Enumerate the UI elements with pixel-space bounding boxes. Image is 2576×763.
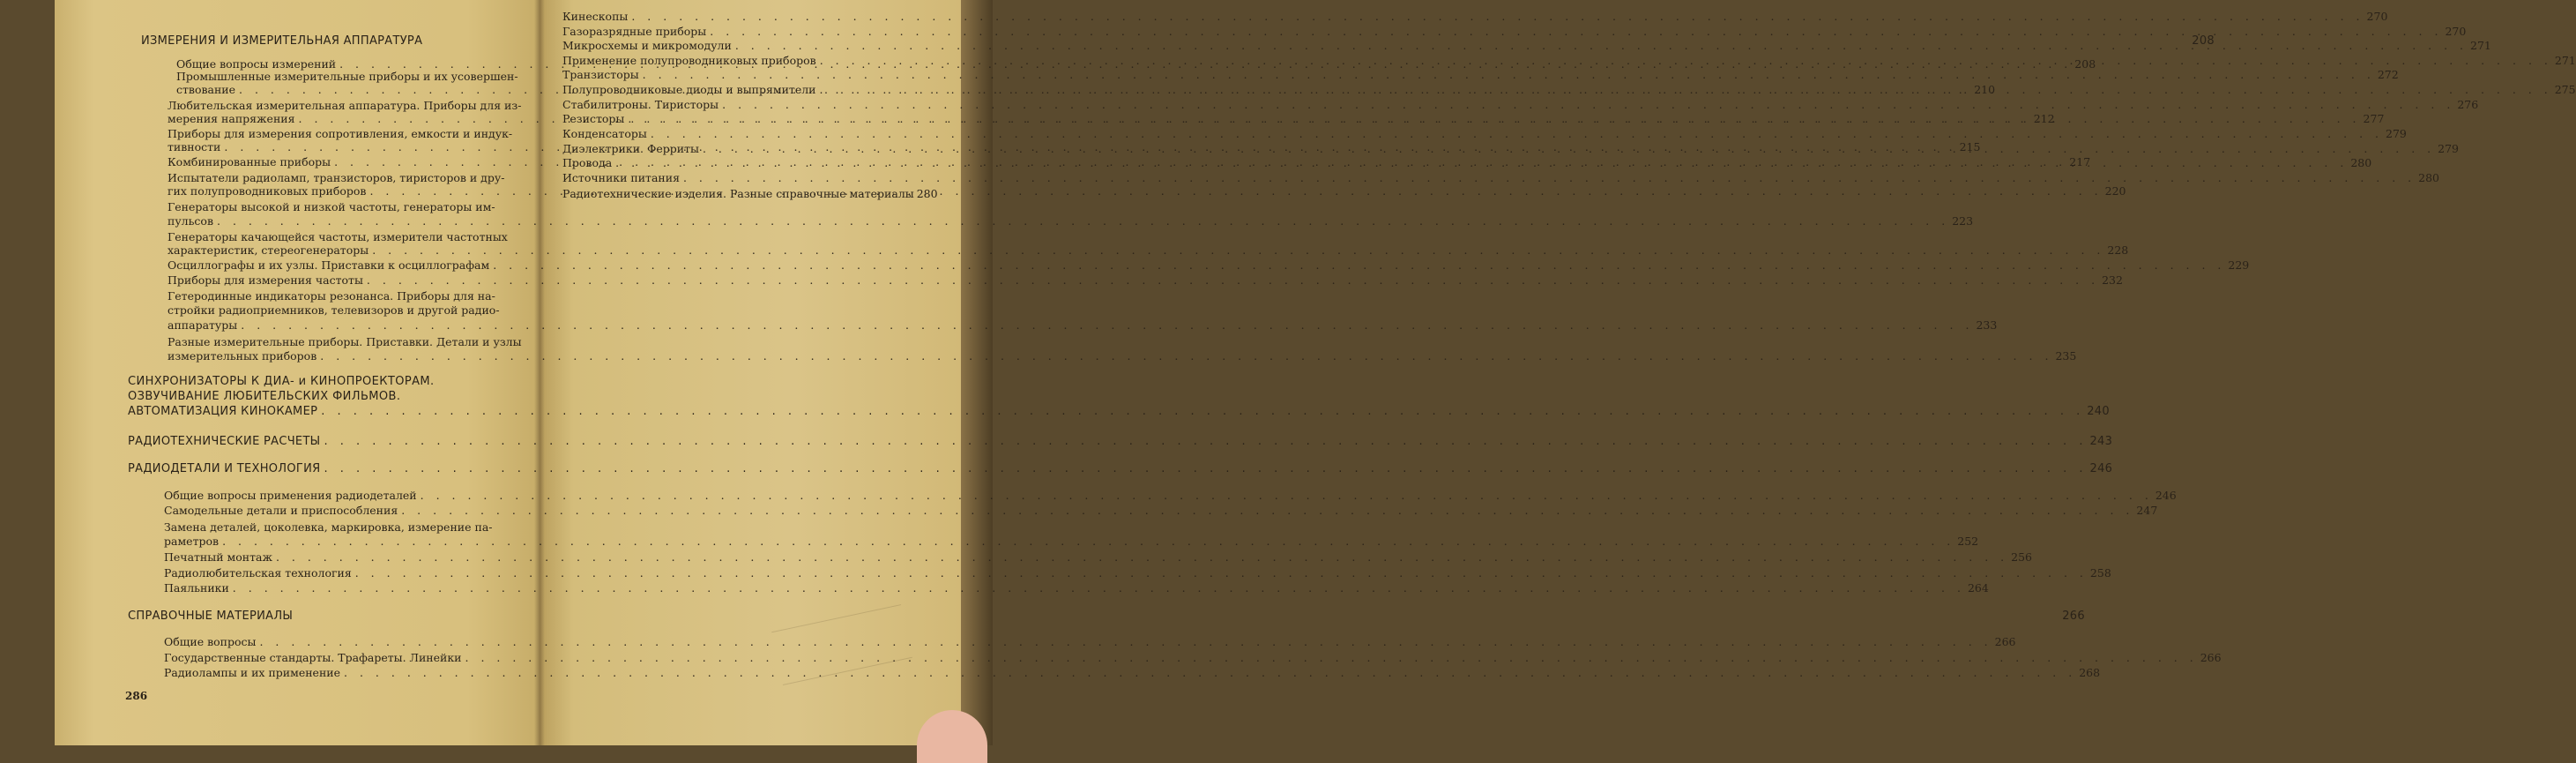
page-ref: 275 xyxy=(2554,83,2576,96)
toc-section-title-line: СИНХРОНИЗАТОРЫ К ДИА- и КИНОПРОЕКТОРАМ. xyxy=(128,375,435,388)
toc-item[interactable] xyxy=(562,98,2479,111)
page-ref: 280 xyxy=(2350,156,2372,169)
toc-item-label: раметров xyxy=(164,535,220,548)
page-ref: 217 xyxy=(2069,155,2091,168)
toc-item-line: Замена деталей, цоколевка, маркировка, измерение па- xyxy=(164,520,493,534)
page-ref: 256 xyxy=(2011,550,2033,564)
page-ref: 270 xyxy=(2445,25,2467,38)
leader-dots xyxy=(321,404,2084,419)
section-title: СПРАВОЧНЫЕ МАТЕРИАЛЫ xyxy=(128,610,294,623)
toc-item-line: Любительская измерительная аппаратура. Приборы для из- xyxy=(168,99,522,112)
leader-dots xyxy=(241,319,1973,332)
toc-item-line: Генераторы качающейся частоты, измерители частотных xyxy=(168,230,508,243)
toc-item-label: тивности xyxy=(168,140,221,153)
toc-item-line: Испытатели радиоламп, транзисторов, тиристоров и дру- xyxy=(168,171,505,184)
leader-dots xyxy=(493,259,2225,272)
page-ref: 277 xyxy=(2363,112,2385,125)
page-ref: 264 xyxy=(1967,581,1989,595)
leader-dots xyxy=(372,244,2104,257)
toc-item-label: Общие вопросы применения радиодеталей xyxy=(164,489,417,502)
page-ref: 252 xyxy=(1957,535,1979,548)
toc-item-label: Радиолампы и их применение xyxy=(164,666,341,679)
toc-item[interactable] xyxy=(164,566,2111,580)
toc-item-label: Источники питания xyxy=(562,171,680,184)
page-ref: 208 xyxy=(2192,34,2215,48)
section-title: ИЗМЕРЕНИЯ И ИЗМЕРИТЕЛЬНАЯ АППАРАТУРА xyxy=(141,34,423,48)
page-ref: 266 xyxy=(2062,610,2085,623)
toc-item-label: Приборы для измерения частоты xyxy=(168,273,363,287)
page-number: 286 xyxy=(125,690,148,702)
leader-dots xyxy=(820,55,2552,67)
page-ref: 228 xyxy=(2107,243,2129,257)
page-ref: 247 xyxy=(2136,504,2158,517)
section-title: РАДИОДЕТАЛИ И ТЕХНОЛОГИЯ xyxy=(128,462,321,475)
toc-item-label: Газоразрядные приборы xyxy=(562,25,707,38)
toc-item[interactable] xyxy=(164,535,1979,548)
toc-section-radioparts[interactable] xyxy=(128,462,2113,475)
toc-item-label: Микросхемы и микромодули xyxy=(562,39,732,52)
toc-item[interactable] xyxy=(168,214,1974,228)
toc-item[interactable] xyxy=(562,187,938,200)
toc-item[interactable] xyxy=(168,258,2250,272)
toc-item-label: Паяльники xyxy=(164,581,229,595)
toc-item[interactable] xyxy=(164,550,2033,564)
section-title: АВТОМАТИЗАЦИЯ КИНОКАМЕР xyxy=(128,405,318,418)
leader-dots xyxy=(217,215,1949,228)
toc-item-line: Разные измерительные приборы. Приставки. Детали и узлы xyxy=(168,335,522,348)
toc-item[interactable] xyxy=(168,243,2129,257)
toc-item-label: измерительных приборов xyxy=(168,349,317,363)
toc-item-label: Транзисторы xyxy=(562,68,639,81)
toc-section-calculations[interactable] xyxy=(128,435,2113,448)
toc-item-label: Общие вопросы xyxy=(164,635,257,648)
toc-item-label: аппаратуры xyxy=(168,318,238,332)
page-ref: 229 xyxy=(2228,258,2250,272)
toc-item-label: Кинескопы xyxy=(562,10,629,23)
toc-item-label: Радиотехнические изделия. Разные справочные материалы xyxy=(562,187,914,200)
toc-item-label: Диэлектрики. Ферриты xyxy=(562,142,699,155)
toc-item-line: Гетеродинные индикаторы резонанса. Приборы для на- xyxy=(168,289,495,303)
leader-dots xyxy=(703,140,2435,155)
toc-item[interactable] xyxy=(168,273,2123,287)
toc-item-label: мерения напряжения xyxy=(168,112,295,125)
leader-dots xyxy=(259,636,1992,648)
leader-dots xyxy=(222,535,1954,548)
page-ref: 279 xyxy=(2438,142,2460,155)
toc-item[interactable] xyxy=(164,504,2158,517)
page-ref: 243 xyxy=(2089,435,2113,448)
page-ref: 279 xyxy=(2386,127,2407,140)
toc-item[interactable] xyxy=(168,318,1998,332)
page-ref: 210 xyxy=(1974,83,1996,96)
page-ref: 240 xyxy=(2087,405,2110,418)
page-ref: 258 xyxy=(2089,566,2111,580)
page-ref: 208 xyxy=(2074,57,2096,71)
page-ref: 276 xyxy=(2457,98,2479,111)
page-ref: 235 xyxy=(2055,349,2077,363)
leader-dots xyxy=(465,652,2198,664)
toc-item-line: Промышленные измерительные приборы и их усовершен- xyxy=(176,70,518,83)
leader-dots xyxy=(355,567,2088,580)
leader-dots xyxy=(722,99,2454,111)
toc-item-label: Общие вопросы измерений xyxy=(176,57,337,71)
toc-item[interactable] xyxy=(562,171,2440,184)
page-ref: 266 xyxy=(2200,651,2222,664)
toc-item[interactable] xyxy=(164,666,2101,679)
section-title: РАДИОТЕХНИЧЕСКИЕ РАСЧЕТЫ xyxy=(128,435,321,448)
leader-dots xyxy=(651,128,2383,140)
toc-item[interactable] xyxy=(168,349,2077,363)
page-ref: 223 xyxy=(1952,214,1974,228)
toc-item-label: Конденсаторы xyxy=(562,127,647,140)
leader-dots xyxy=(643,69,2375,81)
toc-item[interactable] xyxy=(164,581,1989,595)
toc-item-label: характеристик, стереогенераторы xyxy=(168,243,369,257)
leader-dots xyxy=(344,667,2076,679)
toc-item-label: Полупроводниковые диоды и выпрямители xyxy=(562,83,816,96)
leader-dots xyxy=(820,84,2552,96)
toc-item-label: Применение полупроводниковых приборов xyxy=(562,54,816,67)
leader-dots xyxy=(683,172,2416,184)
toc-item-label: Радиолюбительская технология xyxy=(164,566,352,580)
toc-item[interactable] xyxy=(164,635,2016,648)
page-ref: 212 xyxy=(2033,112,2055,125)
toc-item-line: стройки радиоприемников, телевизоров и другой радио- xyxy=(168,303,500,317)
toc-item-label: Самодельные детали и приспособления xyxy=(164,504,398,517)
toc-item-label: Печатный монтаж xyxy=(164,550,272,564)
leader-dots xyxy=(710,26,2442,38)
leader-dots xyxy=(615,157,2348,169)
leader-dots xyxy=(320,350,2052,363)
toc-item-label: Резисторы xyxy=(562,112,625,125)
toc-section-reference[interactable] xyxy=(128,610,2085,623)
toc-item[interactable] xyxy=(164,651,2222,664)
leader-dots xyxy=(324,436,2087,448)
toc-item-label: пульсов xyxy=(168,214,213,228)
toc-section-sync[interactable] xyxy=(128,404,2110,419)
page-ref: 220 xyxy=(2104,184,2126,198)
toc-item[interactable] xyxy=(562,25,2467,38)
leader-dots xyxy=(276,551,2008,564)
toc-item-label: Осциллографы и их узлы. Приставки к осциллографам xyxy=(168,258,490,272)
toc-item[interactable] xyxy=(562,68,2399,81)
toc-item-line: Генераторы высокой и низкой частоты, генераторы им- xyxy=(168,200,495,213)
toc-item-line: Приборы для измерения сопротивления, емкости и индук- xyxy=(168,127,513,140)
page-ref: 268 xyxy=(2079,666,2101,679)
toc-item-label: Государственные стандарты. Трафареты. Линейки xyxy=(164,651,462,664)
page-ref: 271 xyxy=(2470,39,2491,52)
page-ref: 280 xyxy=(916,187,938,200)
page-ref: 280 xyxy=(2418,171,2440,184)
toc-item[interactable] xyxy=(562,10,2388,23)
toc-item-label: ствование xyxy=(176,83,236,96)
leader-dots xyxy=(401,505,2133,517)
toc-item-label: гих полупроводниковых приборов xyxy=(168,184,367,198)
leader-dots xyxy=(324,463,2088,475)
page-ref: 271 xyxy=(2554,54,2576,67)
page-ref: 233 xyxy=(1976,318,1998,332)
leader-dots xyxy=(735,40,2468,52)
page-ref: 270 xyxy=(2366,10,2388,23)
leader-dots xyxy=(421,490,2153,502)
toc-item-label: Провода xyxy=(562,156,613,169)
leader-dots xyxy=(628,113,2360,125)
leader-dots xyxy=(233,582,1965,595)
page-ref: 215 xyxy=(1959,140,1981,153)
page-ref: 272 xyxy=(2377,68,2399,81)
toc-item-label: Стабилитроны. Тиристоры xyxy=(562,98,719,111)
toc-item[interactable] xyxy=(562,127,2407,140)
leader-dots xyxy=(367,274,2099,287)
page-ref: 246 xyxy=(2089,462,2113,475)
page-ref: 246 xyxy=(2155,489,2177,502)
page-ref: 266 xyxy=(1994,635,2016,648)
toc-item-label: Комбинированные приборы xyxy=(168,155,331,168)
toc-item[interactable] xyxy=(164,489,2177,502)
toc-section-title-line: ОЗВУЧИВАНИЕ ЛЮБИТЕЛЬСКИХ ФИЛЬМОВ. xyxy=(128,390,401,403)
page-ref: 232 xyxy=(2102,273,2123,287)
leader-dots xyxy=(631,11,2364,23)
